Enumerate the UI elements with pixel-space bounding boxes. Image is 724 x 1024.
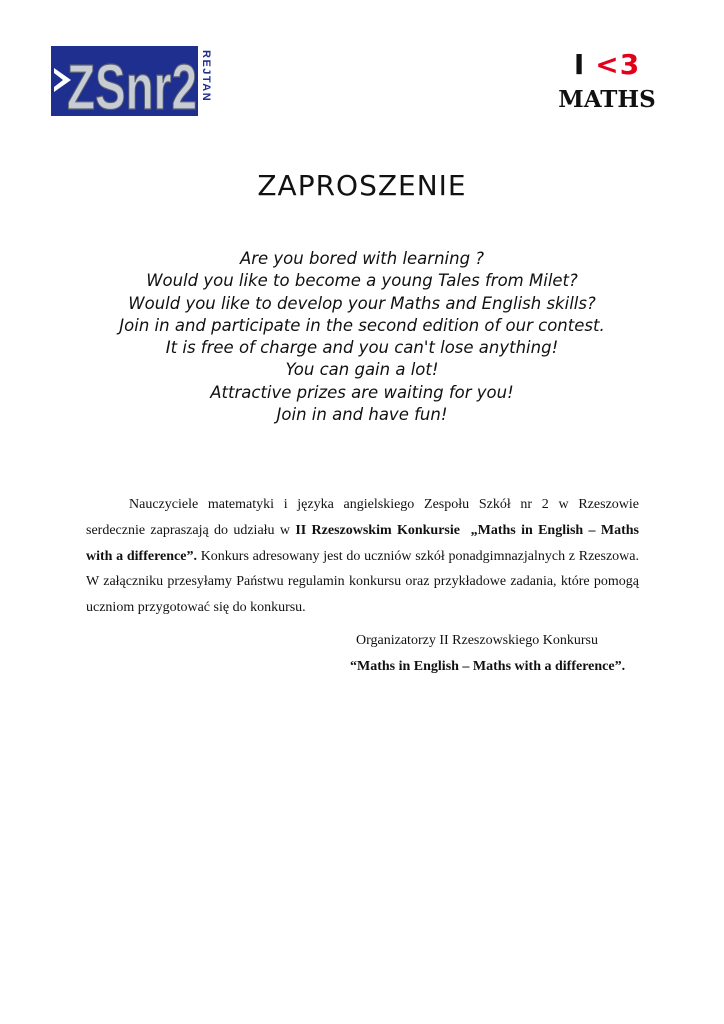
badge-first-line [548, 48, 666, 82]
intro-line: Join in and participate in the second edition of our contest. [119, 315, 605, 335]
signature-block [340, 628, 640, 680]
organizers-line: Organizatorzy II Rzeszowskiego Konkursu [356, 633, 598, 648]
contest-subtitle: „Maths in English – Maths with a difference”. [86, 522, 639, 564]
badge-letter-i: I [573, 48, 586, 81]
zsnr2-logo-icon [51, 46, 213, 116]
paragraph-gap [460, 523, 471, 538]
school-logo [51, 46, 213, 116]
contest-name: II Rzeszowskim Konkursie [295, 522, 460, 538]
intro-line: Would you like to develop your Maths and English skills? [128, 293, 596, 313]
intro-line: Join in and have fun! [276, 405, 448, 425]
intro-line: Attractive prizes are waiting for you! [210, 382, 514, 402]
page-title: ZAPROSZENIE [257, 169, 467, 202]
badge-word-maths: MATHS [558, 86, 656, 113]
paragraph-text-end: Konkurs adresowany jest do uczniów szkół ponadgimnazjalnych z Rzeszowa. W załączniku przesyłamy Państwu regulamin konkursu oraz przykładowe zadania, które pomogą uczniom przygotować się do konkursu. [86, 548, 639, 616]
intro-line: It is free of charge and you can't lose anything! [165, 338, 559, 358]
intro-line: Are you bored with learning ? [239, 249, 485, 268]
paragraph-text-start: Nauczyciele matematyki i języka angielskiego Zespołu Szkół nr 2 w Rzeszowie serdecznie zapraszają do udziału w [86, 497, 639, 538]
intro-line: You can gain a lot! [285, 360, 439, 380]
i-love-maths-badge [548, 48, 666, 120]
contest-title-line: “Maths in English – Maths with a difference”. [350, 659, 626, 674]
invitation-paragraph [86, 492, 639, 621]
heart-icon: <3 [595, 48, 641, 81]
svg-text:ZSnr2: ZSnr2 [67, 51, 197, 116]
svg-text:REJTAN: REJTAN [200, 50, 212, 103]
intro-block [40, 248, 684, 426]
intro-line: Would you like to become a young Tales from Milet? [146, 271, 578, 291]
